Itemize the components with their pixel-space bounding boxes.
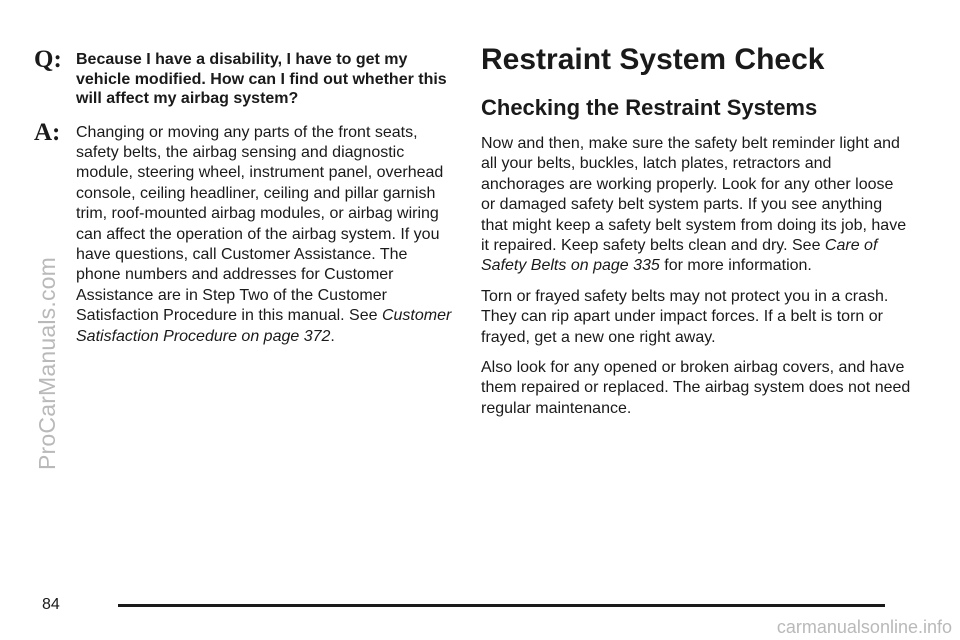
paragraph-1-reference: Care of Safety Belts on page 335 [481,237,878,275]
paragraph-1 [481,134,911,277]
paragraph-3: Also look for any opened or broken airbag covers, and have them repaired or replaced. The airbag system does not need regular maintenance. [481,359,911,417]
answer-block [34,118,454,347]
section-title: Restraint System Check [481,43,825,76]
answer-end: . [330,327,335,345]
answer-body: Changing or moving any parts of the front seats, safety belts, the airbag sensing and diagnostic module, steering wheel, instrument panel, overhead console, ceiling headliner, ceiling and pillar garnish trim, roof-mounted airbag modules, or airbag wiring can affect the operation of the airbag system. If you have questions, call Customer Assistance. The phone numbers and addresses for Customer Assistance are in Step Two of the Customer Satisfaction Procedure in this manual. See [76,123,444,325]
footer-url: carmanualsonline.info [776,617,952,637]
paragraph-2: Torn or frayed safety belts may not protect you in a crash. They can rip apart under impact forces. If a belt is torn or frayed, get a new one right away. [481,287,889,346]
question-block [34,46,454,109]
answer-text [76,123,454,347]
footer-rule [118,604,885,607]
page-number: 84 [42,596,60,613]
question-letter: Q: [34,46,62,73]
qa-column [34,46,454,347]
paragraph-1-end: for more information. [664,257,812,275]
paragraph-1-body: Now and then, make sure the safety belt reminder light and all your belts, buckles, latch plates, retractors and anchorages are working properly. Look for any other loose or damaged safety belt system parts. If you see anything that might keep a safety belt system from doing its job, have it repaired. Keep safety belts clean and dry. See [481,135,907,255]
answer-reference: Customer Satisfaction Procedure on page 372 [76,307,452,345]
answer-letter: A: [34,118,61,146]
main-column [481,42,911,429]
question-text: Because I have a disability, I have to get my vehicle modified. How can I find out whether this will affect my airbag system? [76,51,447,107]
watermark-text: ProCarManuals.com [34,256,60,470]
section-subtitle: Checking the Restraint Systems [481,95,818,120]
